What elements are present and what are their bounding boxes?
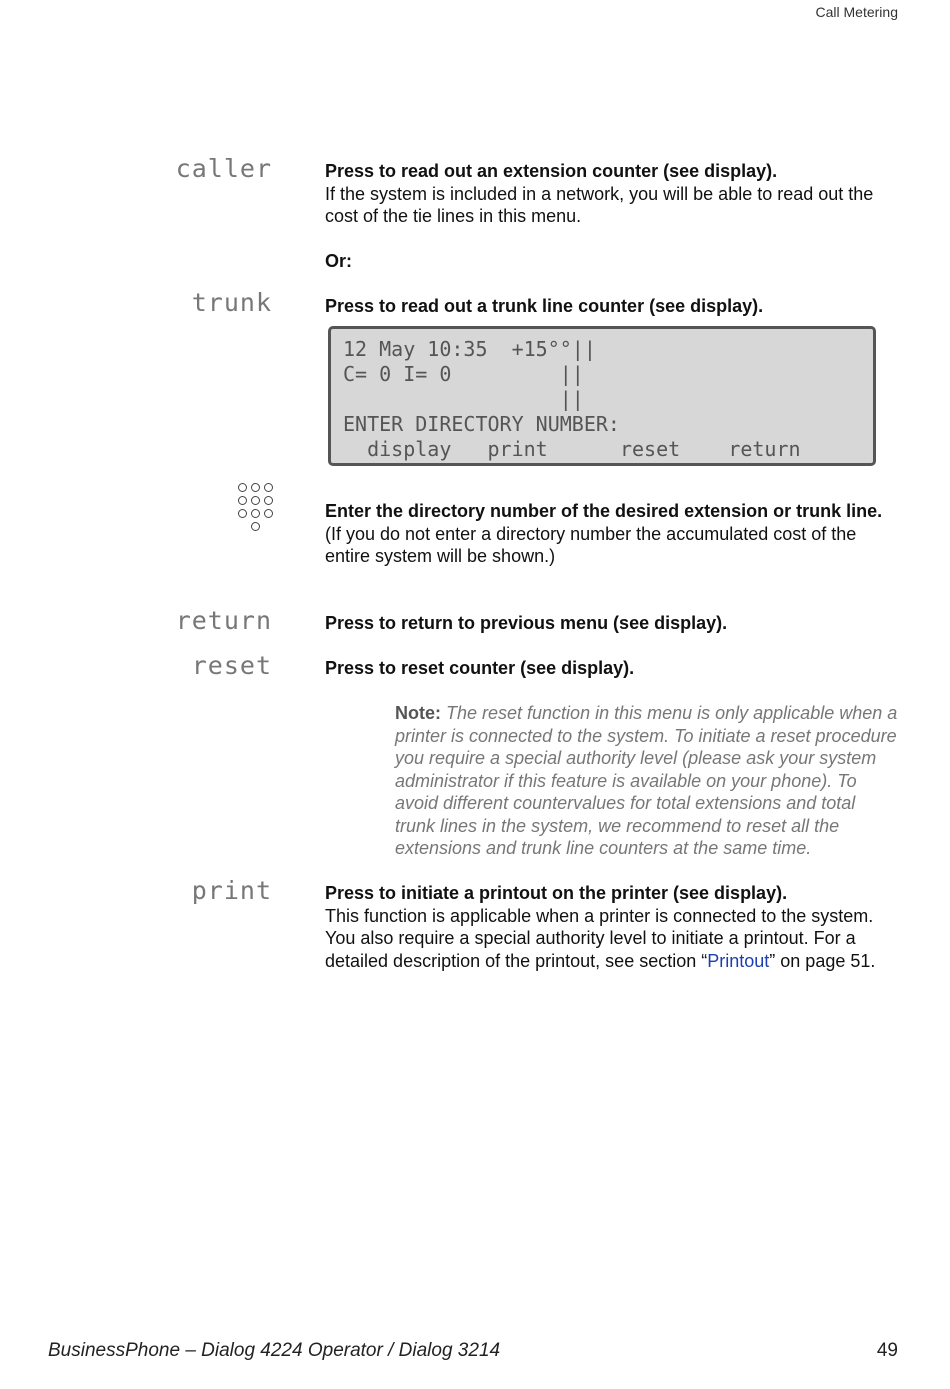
caller-instruction: Press to read out an extension counter (see display). [325,161,778,181]
key-7-icon [238,509,247,518]
caller-step [325,160,900,228]
quote-close: ” [769,950,776,971]
phone-display [328,326,876,466]
softkey-caller: caller [175,154,272,183]
softkey-print: print [191,876,272,905]
reset-instruction: Press to reset counter (see display). [325,658,635,678]
key-6-icon [264,496,273,505]
keypad-icon [236,481,276,537]
page-number: 49 [876,1340,898,1361]
return-instruction: Press to return to previous menu (see display). [325,613,728,633]
trunk-instruction: Press to read out a trunk line counter (see display). [325,296,764,316]
running-header: Call Metering [815,4,898,20]
display-softkeys: display print reset return [343,437,801,461]
note-text: The reset function in this menu is only applicable when a printer is connected to the system. To initiate a reset procedure you require a special authority level (please ask your system administrator if this feature is available on your phone). To avoid different countervalues for total extensions and total trunk lines in the system, we recommend to reset all the extensions and trunk line counters at the same time. [395,703,898,858]
note-label: Note: [395,703,441,723]
display-line-1: 12 May 10:35 +15°°|| [343,337,596,361]
softkey-trunk: trunk [191,288,272,317]
print-description [325,905,900,973]
keypad-step [325,500,900,568]
key-0-icon [251,522,260,531]
footer-title: BusinessPhone – Dialog 4224 Operator / Dialog 3214 [48,1340,501,1361]
key-1-icon [238,483,247,492]
key-5-icon [251,496,260,505]
print-text: This function is applicable when a printer is connected to the system. You also require a special authority level to initiate a printout. For a detailed description of the printout, see section [325,905,874,971]
print-instruction: Press to initiate a printout on the printer (see display). [325,883,788,903]
keypad-description: (If you do not enter a directory number the accumulated cost of the entire system will be shown.) [325,523,857,566]
key-3-icon [264,483,273,492]
display-line-2: C= 0 I= 0 || [343,362,584,386]
note [395,702,900,860]
or-label: Or: [325,251,352,271]
keypad-instruction: Enter the directory number of the desired extension or trunk line. [325,501,883,521]
print-step [325,882,900,972]
quote-open: “ [701,950,708,971]
print-tail: on page 51. [775,950,876,971]
display-line-4: ENTER DIRECTORY NUMBER: [343,412,620,436]
key-8-icon [251,509,260,518]
display-line-3: || [343,387,584,411]
key-9-icon [264,509,273,518]
key-2-icon [251,483,260,492]
caller-description: If the system is included in a network, you will be able to read out the cost of the tie lines in this menu. [325,183,874,226]
softkey-reset: reset [191,651,272,680]
printout-link[interactable]: Printout [707,950,770,971]
softkey-return: return [175,606,272,635]
key-4-icon [238,496,247,505]
